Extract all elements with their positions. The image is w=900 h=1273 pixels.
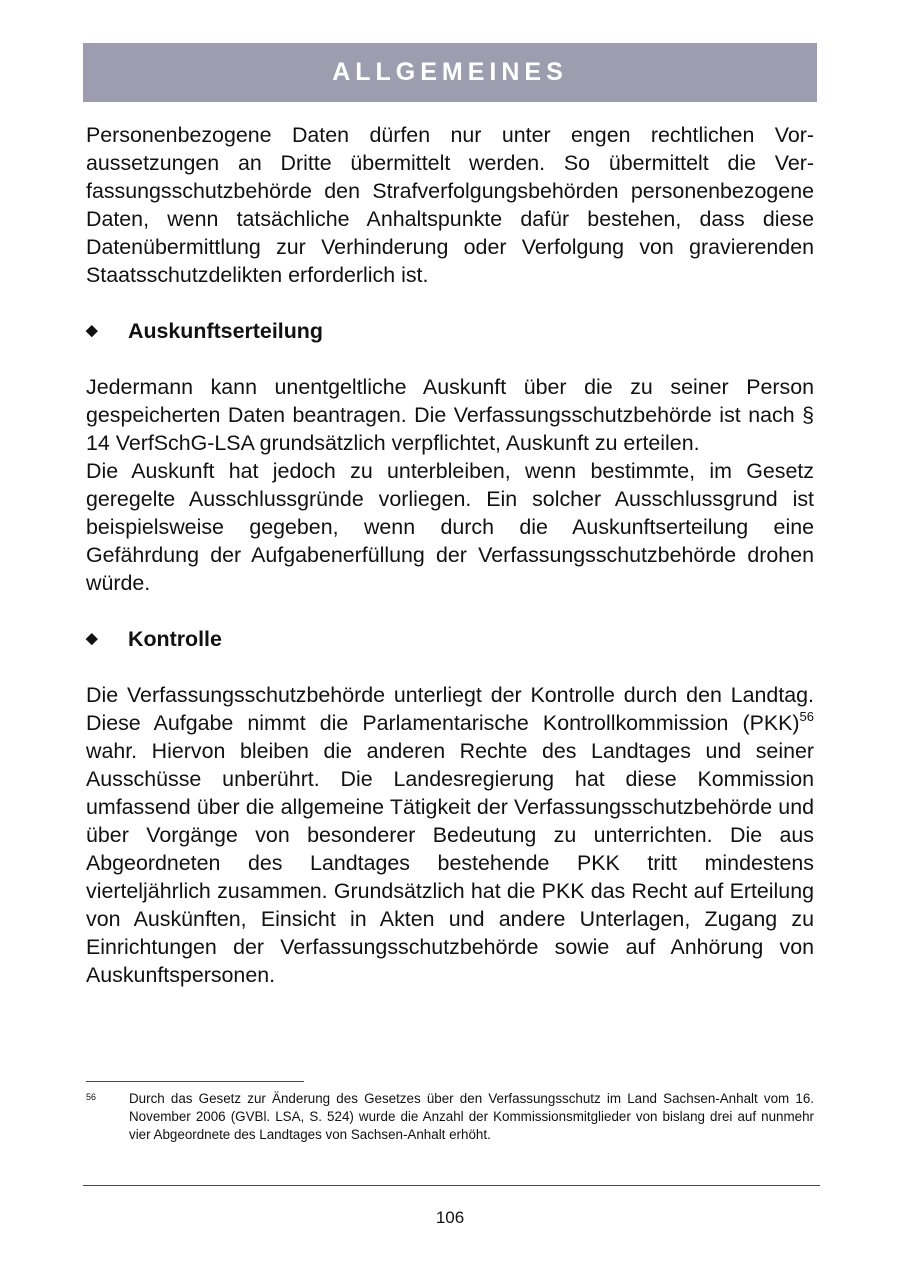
spacer — [86, 597, 814, 625]
diamond-bullet-icon: ◆ — [86, 630, 98, 647]
footnote-divider — [86, 1081, 304, 1082]
kontrolle-text-part-2: wahr. Hiervon bleiben die anderen Rechte des Landtages und seiner Ausschüsse unberührt. Die Landesregierung hat diese Kommission umfassend über die allgemeine Tätigkeit der Verfassungsschutzbehörde und über Vorgänge von besonderer Bedeutung zu unterrichten. Die aus Abgeordneten des Landtages bestehende PKK tritt mindestens vierteljährlich zusammen. Grundsätzlich hat die PKK das Recht auf Erteilung von Auskünften, Einsicht in Akten und andere Unterlagen, Zugang zu Einrichtungen der Verfassungsschutzbehörde sowie auf Anhörung von Auskunftspersonen. — [86, 739, 814, 987]
heading-text: Auskunftserteilung — [128, 318, 323, 343]
heading-auskunftserteilung — [86, 317, 814, 345]
diamond-bullet-icon: ◆ — [86, 322, 98, 339]
spacer — [86, 289, 814, 317]
footnote-text: Durch das Gesetz zur Änderung des Gesetzes über den Verfassungsschutz im Land Sachsen-Anhalt vom 16. November 2006 (GVBl. LSA, S. 524) wurde die Anzahl der Kommissionsmitglieder von bislang drei auf nunmehr vier Abgeordnete des Landtages von Sachsen-Anhalt erhöht. — [129, 1091, 814, 1142]
footnote-number: 56 — [86, 1092, 97, 1102]
auskunft-paragraph-1: Jedermann kann unentgeltliche Auskunft über die zu seiner Person gespeicherten Daten beantragen. Die Verfassungsschutzbehörde ist nach § 14 VerfSchG-LSA grundsätzlich verpflichtet, Auskunft zu erteilen. — [86, 375, 814, 455]
banner-title: ALLGEMEINES — [332, 58, 568, 86]
auskunft-paragraph-2: Die Auskunft hat jedoch zu unterbleiben, wenn bestimmte, im Gesetz geregelte Ausschlussgründe vorliegen. Ein solcher Ausschlussgrund ist beispielsweise gegeben, wenn durch die Auskunftserteilung eine Gefährdung der Aufgabenerfüllung der Verfassungsschutzbehörde drohen würde. — [86, 459, 814, 595]
spacer — [86, 653, 814, 681]
heading-text: Kontrolle — [128, 626, 222, 651]
page-content — [86, 121, 814, 989]
kontrolle-text-part-1: Die Verfassungsschutzbehörde unterliegt der Kontrolle durch den Landtag. Diese Aufgabe nimmt die Parlamentarische Kontrollkommission (PKK) — [86, 683, 814, 735]
page-number: 106 — [435, 1208, 465, 1227]
intro-paragraph: Personenbezogene Daten dürfen nur unter engen rechtlichen Voraussetzungen an Dritte übermittelt werden. So übermittelt die Verfassungsschutzbehörde den Strafverfolgungsbehörden personenbezogene Daten, wenn tatsächliche Anhaltspunkte dafür bestehen, dass diese Datenübermittlung zur Verhinderung oder Verfolgung von gravierenden Staatsschutzdelikten erforderlich ist. — [86, 123, 814, 287]
footnote — [86, 1090, 814, 1144]
footnote-reference: 56 — [799, 709, 814, 724]
footer-divider — [83, 1185, 820, 1186]
kontrolle-paragraph — [86, 681, 814, 989]
heading-kontrolle — [86, 625, 814, 653]
section-banner — [83, 43, 817, 102]
spacer — [86, 345, 814, 373]
